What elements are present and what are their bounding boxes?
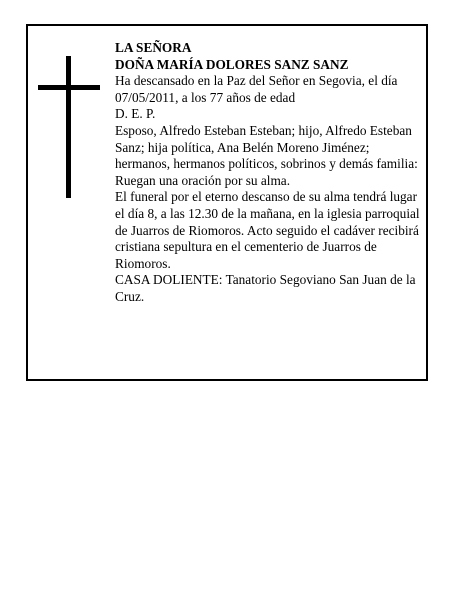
death-line: Ha descansado en la Paz del Señor en Segovia, el día 07/05/2011, a los 77 años de edad: [115, 73, 398, 105]
funeral-line: El funeral por el eterno descanso de su alma tendrá lugar el día 8, a las 12.30 de la mañana, en la iglesia parroquial de Juarros de Riomoros. Acto seguido el cadáver recibirá cristiana sepultura en el cementerio de Juarros de Riomoros.: [115, 189, 420, 271]
obituary-notice: [26, 24, 428, 381]
house-line: CASA DOLIENTE: Tanatorio Segoviano San Juan de la Cruz.: [115, 272, 416, 304]
prayer-line: Ruegan una oración por su alma.: [115, 172, 291, 188]
family-line: Esposo, Alfredo Esteban Esteban; hijo, Alfredo Esteban Sanz; hija política, Ana Belén Moreno Jiménez; hermanos, hermanos políticos, sobrinos y demás familia:: [115, 122, 418, 172]
cross-vertical-bar: [66, 56, 71, 198]
name-line: DOÑA MARÍA DOLORES SANZ SANZ: [115, 56, 349, 72]
rip-line: D. E. P.: [115, 106, 156, 122]
title-line: LA SEÑORA: [115, 40, 192, 55]
cross-horizontal-bar: [38, 85, 100, 90]
notice-text: [115, 40, 427, 306]
